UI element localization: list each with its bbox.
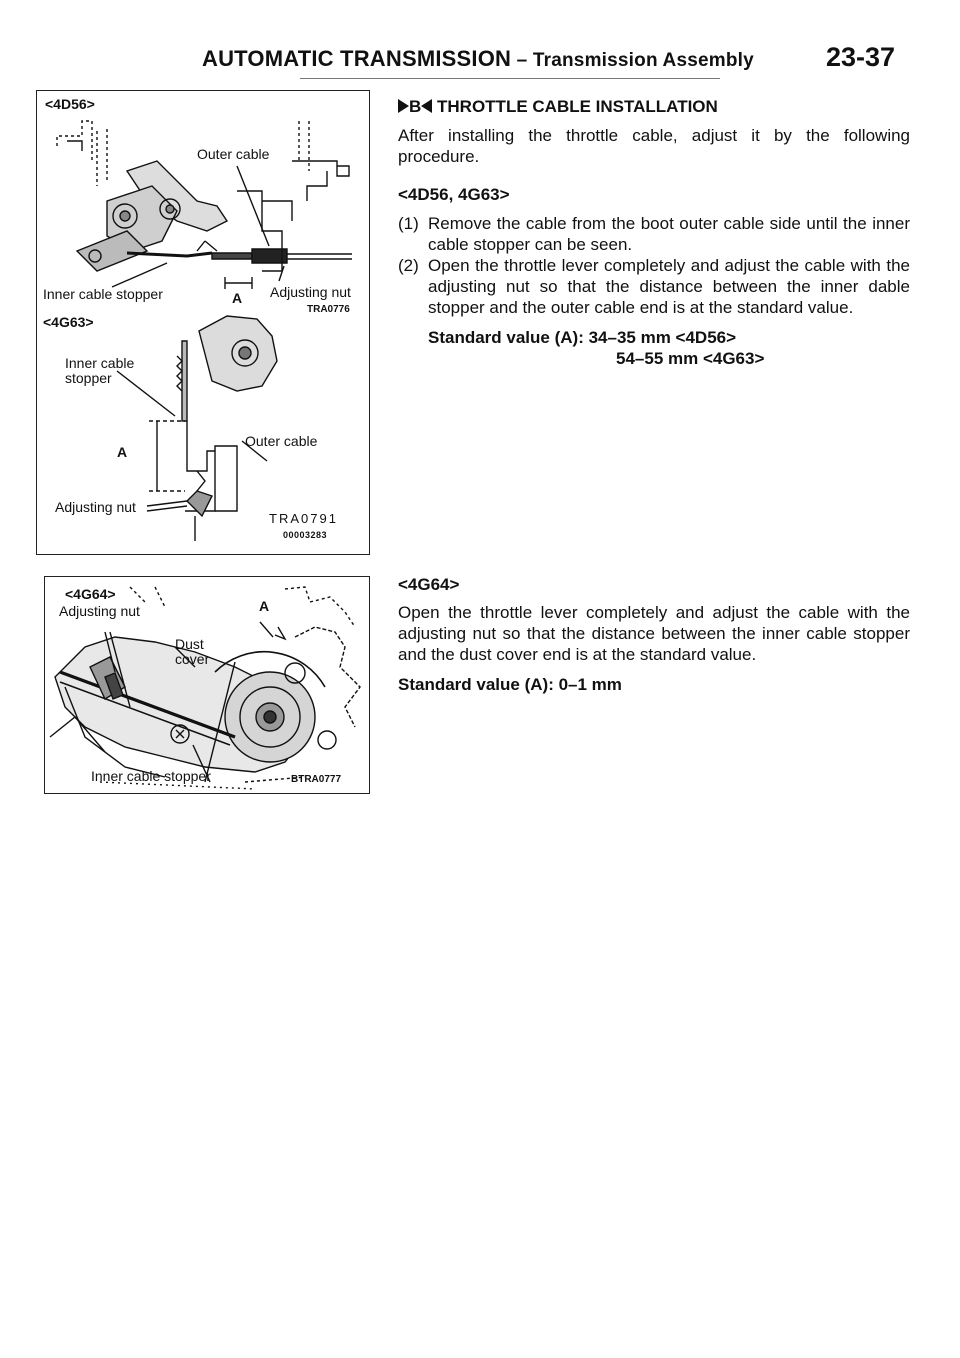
figure-2-label-4g64: <4G64>	[65, 586, 116, 602]
figure-1-code-top: TRA0776	[307, 304, 350, 315]
standard-value-1-second-row	[398, 348, 910, 369]
figure-throttle-cable-4d56-4g63	[36, 90, 370, 555]
section-intro: After installing the throttle cable, adjust it by the following procedure.	[398, 126, 910, 166]
subhead-4d56-4g63: <4D56, 4G63>	[398, 185, 510, 204]
figure-2-label-dust-cover-line-2: cover	[175, 651, 210, 667]
figure-1-label-adjusting-nut-top: Adjusting nut	[270, 284, 351, 300]
figure-1-label-a-top: A	[232, 290, 243, 306]
header-rule	[300, 78, 720, 79]
step-2-text: Open the throttle lever completely and adjust the cable with the adjusting nut so that the distance between the inner dable stopper and the outer cable end is at the standard value.	[428, 256, 910, 317]
arrow-left-icon	[421, 99, 432, 113]
step-2-number: (2)	[398, 256, 419, 275]
figure-1-label-outer-cable-top: Outer cable	[197, 146, 270, 162]
figure-2-code: BTRA0777	[291, 774, 342, 785]
standard-value-1-label: Standard value (A):	[428, 328, 584, 347]
header-title-main: AUTOMATIC TRANSMISSION	[202, 46, 512, 71]
figure-1-label-outer-cable-mid: Outer cable	[245, 433, 318, 449]
standard-value-1	[398, 327, 910, 348]
figure-1-label-inner-cable-stopper-top: Inner cable stopper	[43, 286, 163, 302]
standard-value-2-label: Standard value (A):	[398, 675, 554, 694]
standard-value-2	[398, 674, 910, 695]
section-4g64	[398, 574, 910, 695]
step-1-number: (1)	[398, 214, 419, 233]
page-header	[0, 36, 960, 86]
standard-value-2-value: 0–1 mm	[558, 675, 622, 694]
section-throttle-cable-installation	[398, 96, 910, 369]
subhead-4g64: <4G64>	[398, 575, 460, 594]
page-number: 23-37	[826, 42, 896, 72]
figure-1-label-a-mid: A	[117, 444, 128, 460]
figure-2-label-adjusting-nut: Adjusting nut	[59, 603, 140, 619]
step-2	[398, 255, 910, 318]
header-title-sub: Transmission Assembly	[532, 50, 754, 71]
standard-value-1-value-a: 34–35 mm <4D56>	[588, 328, 737, 347]
step-1-text: Remove the cable from the boot outer cable side until the inner cable stopper can be seen.	[428, 214, 910, 254]
figure-1-label-adjusting-nut-mid: Adjusting nut	[55, 499, 136, 515]
section-title: THROTTLE CABLE INSTALLATION	[437, 97, 718, 116]
figure-2-label-a: A	[259, 598, 270, 614]
figure-1-label-4d56: <4D56>	[45, 96, 95, 112]
step-1	[398, 213, 910, 255]
standard-value-1-value-b: 54–55 mm <4G63>	[616, 349, 765, 368]
figure-2-label-dust-cover-line-1: Dust	[175, 636, 204, 652]
header-title-separator: –	[511, 50, 533, 71]
section-4g64-paragraph: Open the throttle lever completely and adjust the cable with the adjusting nut so that the distance between the inner cable stopper and the dust cover end is at the standard value.	[398, 603, 910, 664]
section-marker-letter: B	[409, 97, 422, 116]
figure-1-code-mid-2: 00003283	[283, 530, 328, 540]
figure-1-code-mid: TRA0791	[269, 511, 338, 526]
figure-2-label-inner-cable-stopper: Inner cable stopper	[91, 768, 211, 784]
arrow-right-icon	[398, 99, 409, 113]
figure-1-label-4g63: <4G63>	[43, 314, 94, 330]
figure-throttle-cable-4g64	[44, 576, 370, 794]
figure-1-label-inner-cable-stopper-mid-line-1: Inner cable	[65, 355, 135, 371]
section-title-row	[398, 96, 910, 117]
figure-1-label-inner-cable-stopper-mid-line-2: stopper	[65, 370, 112, 386]
header-title	[202, 46, 754, 72]
